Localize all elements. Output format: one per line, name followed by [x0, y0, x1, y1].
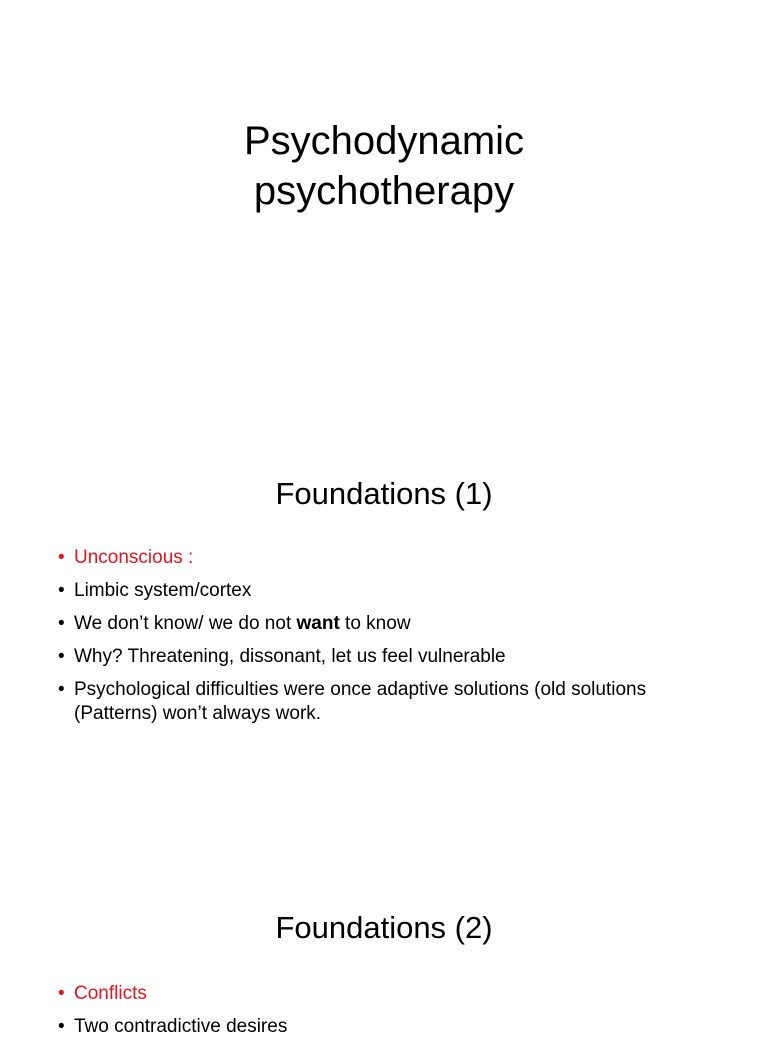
bullet-marker: • [58, 1016, 65, 1037]
bullet-marker: • [58, 983, 65, 1004]
bullet-marker: • [58, 547, 65, 568]
bullet-text-emphasis: want [296, 613, 340, 634]
slide-title: Foundations (1) [275, 476, 493, 511]
bullet-item [58, 645, 708, 669]
bullet-list [58, 546, 708, 735]
title-slide [0, 0, 768, 432]
foundations-2-slide [0, 868, 768, 1037]
foundations-1-slide [0, 434, 768, 866]
slide-title: Foundations (2) [275, 910, 493, 945]
bullet-text: Psychological difficulties were once adaptive solutions (old solutions (Patterns) won’t always work. [74, 679, 647, 724]
bullet-item [58, 546, 708, 570]
bullet-item [58, 678, 708, 726]
title-line-2: psychotherapy [253, 169, 515, 213]
bullet-text: Limbic system/cortex [74, 580, 252, 601]
bullet-text: Conflicts [74, 983, 147, 1004]
bullet-marker: • [58, 646, 65, 667]
bullet-marker: • [58, 613, 65, 634]
bullet-marker: • [58, 580, 65, 601]
bullet-list [58, 982, 708, 1048]
presentation-title [0, 116, 768, 216]
bullet-item [58, 982, 708, 1006]
bullet-text: Why? Threatening, dissonant, let us feel vulnerable [74, 646, 506, 667]
title-line-1: Psychodynamic [243, 119, 525, 163]
bullet-item [58, 1015, 708, 1039]
bullet-text: Unconscious : [74, 547, 194, 568]
bullet-item [58, 612, 708, 636]
bullet-item [58, 579, 708, 603]
bullet-marker: • [58, 679, 65, 700]
bullet-text: Two contradictive desires [74, 1016, 288, 1037]
bullet-text-before: We don’t know/ we do not [74, 613, 297, 634]
bullet-text-after: to know [339, 613, 411, 634]
bullet-text [74, 613, 411, 634]
